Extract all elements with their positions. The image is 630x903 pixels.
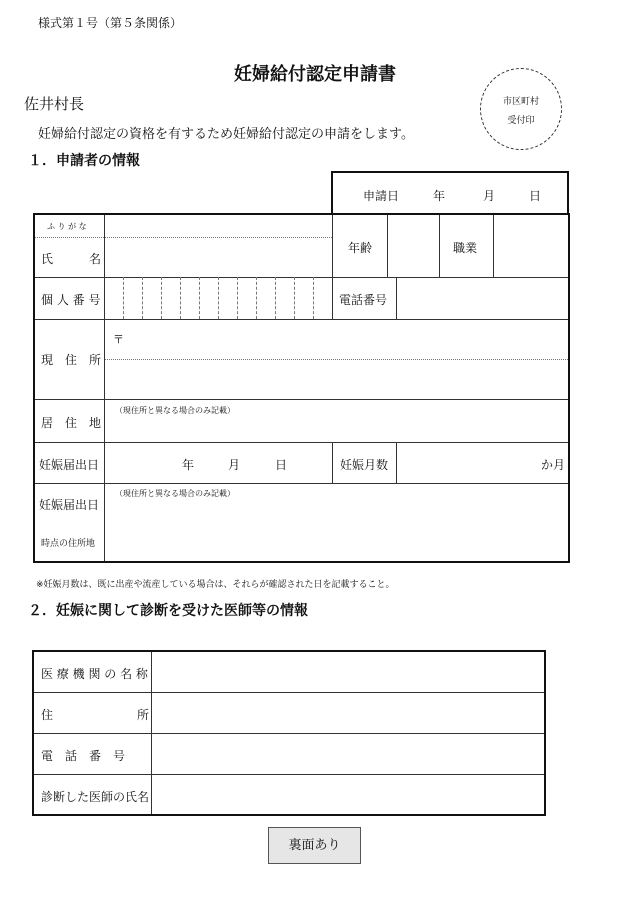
pregnancy-months-label: 妊娠月数	[340, 458, 389, 472]
pregnancy-months-field[interactable]	[396, 442, 568, 483]
name-label: 氏 名	[41, 252, 102, 266]
phone-label: 電話番号	[339, 293, 388, 307]
name-field[interactable]	[104, 237, 332, 277]
application-date-box[interactable]	[331, 171, 569, 213]
form-id: 様式第１号（第５条関係）	[38, 16, 183, 30]
section2-heading: ２．妊娠に関して診断を受けた医師等の情報	[28, 603, 308, 619]
doctor-name-label: 診断した医師の氏名	[41, 790, 150, 804]
age-field[interactable]	[387, 215, 439, 277]
application-date-month: 月	[483, 189, 496, 203]
table-row[interactable]	[34, 693, 544, 734]
address-label: 現 住 所	[41, 353, 102, 367]
table-row[interactable]	[34, 734, 544, 775]
occupation-field[interactable]	[493, 215, 568, 277]
pregnancy-report-date-label: 妊娠届出日	[39, 458, 100, 472]
age-label: 年齢	[348, 241, 373, 255]
applicant-table	[33, 213, 570, 563]
report-address-field[interactable]	[104, 483, 568, 561]
institution-phone-label: 電 話 番 号	[41, 749, 126, 763]
back-side-button[interactable]: 裏面あり	[268, 827, 361, 864]
report-address-label1: 妊娠届出日	[39, 498, 100, 512]
application-date-year: 年	[433, 189, 446, 203]
report-address-note: （現住所と異なる場合のみ記載）	[115, 489, 235, 498]
residence-field[interactable]	[104, 399, 568, 442]
application-date-day: 日	[529, 189, 542, 203]
months-unit: か月	[541, 458, 566, 472]
residence-label: 居 住 地	[41, 416, 102, 430]
furigana-field[interactable]	[104, 215, 332, 237]
occupation-label: 職業	[453, 241, 478, 255]
personal-number-field[interactable]	[104, 277, 332, 319]
personal-number-label: 個 人 番 号	[41, 293, 101, 307]
doctor-info-table	[32, 650, 546, 816]
application-date-label: 申請日	[363, 189, 400, 203]
stamp-line2: 受付印	[507, 116, 535, 126]
address-field[interactable]	[104, 319, 568, 399]
section1-heading: １．申請者の情報	[28, 153, 140, 169]
report-date-field[interactable]	[104, 442, 332, 483]
report-date-day: 日	[275, 458, 288, 472]
addressee: 佐井村長	[24, 95, 85, 113]
furigana-label: ふ り が な	[47, 222, 87, 231]
intro-text: 妊婦給付認定の資格を有するため妊婦給付認定の申請をします。	[38, 127, 414, 142]
report-date-year: 年	[182, 458, 195, 472]
institution-address-label: 住 所	[41, 708, 150, 722]
medical-institution-label: 医 療 機 関 の 名 称	[41, 667, 148, 681]
form-title: 妊婦給付認定申請書	[234, 64, 396, 85]
report-date-month: 月	[228, 458, 241, 472]
pregnancy-months-note: ※妊娠月数は、既に出産や流産している場合は、それらが確認された日を記載すること。	[36, 580, 395, 590]
stamp-line1: 市区町村	[502, 97, 539, 107]
phone-field[interactable]	[396, 277, 568, 319]
residence-note: （現住所と異なる場合のみ記載）	[115, 406, 235, 415]
reception-stamp	[480, 68, 562, 150]
table-row[interactable]	[34, 775, 544, 816]
postal-mark: 〒	[113, 333, 124, 346]
table-row[interactable]	[34, 652, 544, 693]
report-address-label2: 時点の住所地	[41, 539, 96, 549]
